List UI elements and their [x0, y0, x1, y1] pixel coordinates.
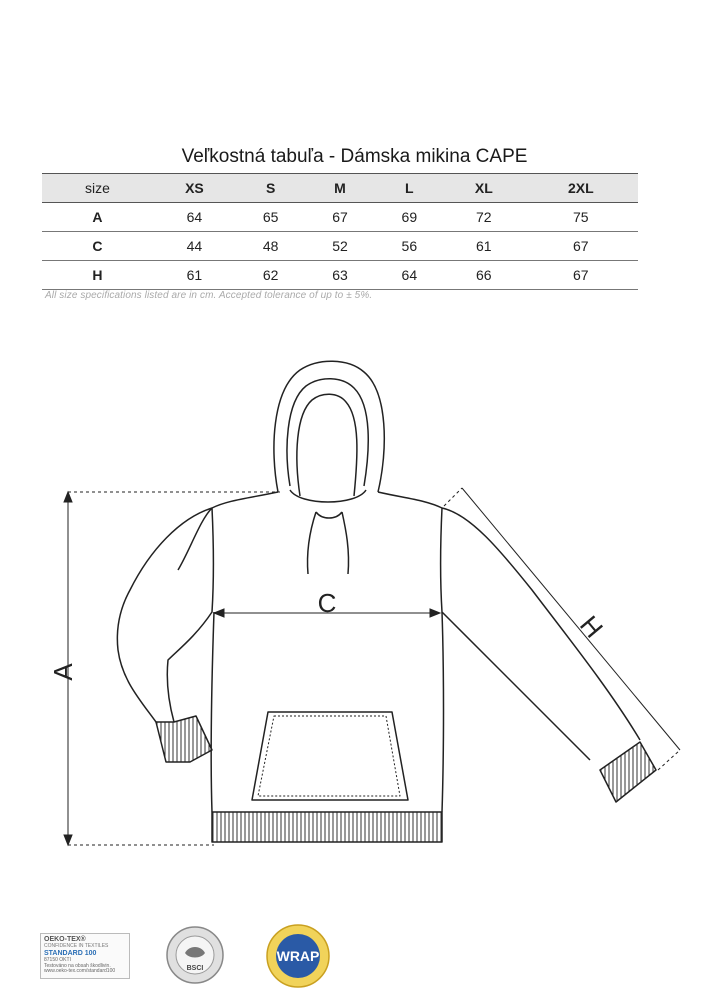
- table-cell: 65: [236, 203, 305, 232]
- table-cell: 52: [305, 232, 374, 261]
- oeko-standard: STANDARD 100: [44, 949, 97, 957]
- table-cell: 67: [305, 203, 374, 232]
- table-cell: 64: [375, 261, 444, 290]
- row-label: H: [42, 261, 153, 290]
- row-label: A: [42, 203, 153, 232]
- oeko-line4: www.oeko-tex.com/standard100: [44, 968, 116, 975]
- table-row: [42, 261, 638, 290]
- certification-logos: [0, 920, 709, 992]
- oeko-tex-label: [40, 933, 130, 979]
- dimension-a-label: A: [48, 663, 78, 681]
- table-cell: 66: [444, 261, 524, 290]
- table-cell: 62: [236, 261, 305, 290]
- table-row: [42, 232, 638, 261]
- header-size: XS: [153, 174, 236, 203]
- table-cell: 63: [305, 261, 374, 290]
- hoodie-outline: [117, 361, 656, 842]
- table-cell: 61: [444, 232, 524, 261]
- table-cell: 72: [444, 203, 524, 232]
- table-cell: 48: [236, 232, 305, 261]
- wrap-text: WRAP: [276, 948, 320, 964]
- table-row: [42, 203, 638, 232]
- header-size: M: [305, 174, 374, 203]
- dimension-h-label: H: [574, 609, 610, 644]
- size-table: [42, 173, 638, 290]
- header-size: S: [236, 174, 305, 203]
- table-cell: 56: [375, 232, 444, 261]
- header-size: L: [375, 174, 444, 203]
- hoodie-diagram: [0, 350, 709, 870]
- table-cell: 64: [153, 203, 236, 232]
- wrap-seal-icon: [262, 923, 334, 989]
- table-cell: 67: [524, 232, 638, 261]
- oeko-code: 87150 OKTI: [44, 956, 71, 963]
- table-cell: 61: [153, 261, 236, 290]
- page-title: Veľkostná tabuľa - Dámska mikina CAPE: [181, 146, 528, 167]
- tolerance-note: All size specifications listed are in cm. Accepted tolerance of up to ± 5%.: [45, 290, 373, 301]
- bsci-text: BSCI: [186, 965, 204, 972]
- table-cell: 69: [375, 203, 444, 232]
- oeko-brand: OEKO-TEX®: [44, 936, 86, 943]
- oeko-line1: CONFIDENCE IN TEXTILES: [44, 943, 109, 950]
- table-cell: 75: [524, 203, 638, 232]
- header-size: XL: [444, 174, 524, 203]
- oeko-line3: Testováno na obsah škodlivin.: [44, 962, 111, 969]
- header-size: 2XL: [524, 174, 638, 203]
- row-label: C: [42, 232, 153, 261]
- table-cell: 44: [153, 232, 236, 261]
- table-header-row: [42, 174, 638, 203]
- dimension-c-label: C: [317, 588, 337, 618]
- dimension-a: [64, 492, 280, 845]
- header-size-label: size: [42, 174, 153, 203]
- table-cell: 67: [524, 261, 638, 290]
- bsci-seal-icon: [165, 925, 225, 985]
